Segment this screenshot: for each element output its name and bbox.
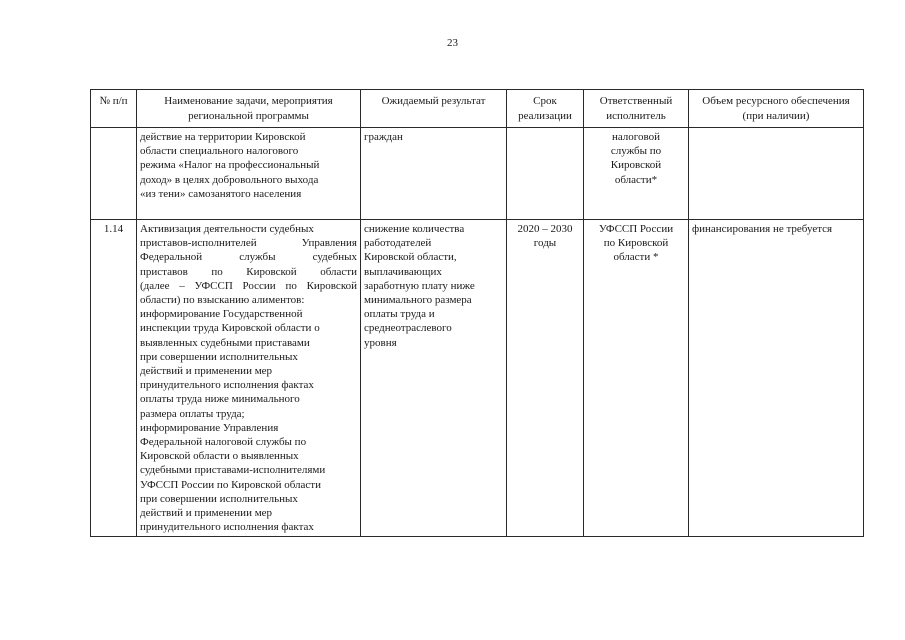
task-line: действие на территории Кировской <box>140 131 306 143</box>
responsible-line: Кировской <box>610 159 662 172</box>
result-line: снижение количества <box>364 223 465 235</box>
result-line: среднеотраслевого <box>364 322 452 335</box>
result-line: уровня <box>364 336 397 349</box>
row-task <box>137 128 361 220</box>
row-term <box>507 220 584 537</box>
row-term <box>507 128 584 220</box>
responsible-line: налоговой <box>611 131 661 143</box>
task-line: Федеральной налоговой службы по <box>140 436 307 449</box>
task-line: при совершении исполнительных <box>140 350 298 363</box>
task-line: при совершении исполнительных <box>140 492 298 505</box>
result-line: минимального размера <box>364 294 472 307</box>
task-line: судебными приставами-исполнителями <box>140 464 326 477</box>
result-line: выплачивающих <box>364 265 442 278</box>
header-result: Ожидаемый результат <box>361 90 507 128</box>
result-line: оплаты труда и <box>364 308 435 321</box>
program-table <box>90 89 864 537</box>
result-line: заработную плату ниже <box>364 279 475 292</box>
table-header-row <box>91 90 864 128</box>
task-line: инспекции труда Кировской области о <box>140 322 320 335</box>
header-term: Срок реализации <box>507 90 584 128</box>
task-line: приставов по Кировской области <box>140 265 357 278</box>
header-task: Наименование задачи, мероприятия региональной программы <box>137 90 361 128</box>
row-resources: финансирования не требуется <box>689 220 864 537</box>
result-line: граждан <box>364 131 403 143</box>
responsible-line: области* <box>614 173 658 186</box>
result-line: работодателей <box>364 237 432 250</box>
task-line: (далее – УФССП России по Кировской <box>140 279 357 292</box>
responsible-line: службы по <box>610 145 662 158</box>
task-line: УФССП России по Кировской области <box>140 478 322 491</box>
row-result <box>361 128 507 220</box>
task-line: Кировской области о выявленных <box>140 450 299 463</box>
table-row <box>91 128 864 220</box>
task-line: оплаты труда ниже минимального <box>140 393 300 406</box>
row-resources <box>689 128 864 220</box>
row-num: 1.14 <box>91 220 137 537</box>
task-line: доход» в целях добровольного выхода <box>140 173 319 186</box>
task-line: Активизация деятельности судебных <box>140 223 314 235</box>
row-result <box>361 220 507 537</box>
row-task <box>137 220 361 537</box>
task-line: Федеральной службы судебных <box>140 251 357 264</box>
table-row <box>91 220 864 537</box>
row-responsible <box>584 220 689 537</box>
task-line: области) по взысканию алиментов: <box>140 294 305 307</box>
task-line: размера оплаты труда; <box>140 407 245 420</box>
page-number: 23 <box>447 37 458 49</box>
header-responsible: Ответственный исполнитель <box>584 90 689 128</box>
term-line: годы <box>533 237 557 250</box>
responsible-line: по Кировской <box>603 237 669 250</box>
task-line: информирование Государственной <box>140 308 303 321</box>
task-line: области специального налогового <box>140 145 299 158</box>
row-num <box>91 128 137 220</box>
task-line: принудительного исполнения фактах <box>140 521 314 534</box>
task-line: приставов-исполнителей Управления <box>140 237 357 250</box>
task-line: режима «Налог на профессиональный <box>140 159 320 172</box>
task-line: действий и применении мер <box>140 365 273 378</box>
header-num: № п/п <box>91 90 137 128</box>
task-line: действий и применении мер <box>140 507 273 520</box>
responsible-line: области * <box>613 251 659 264</box>
responsible-line: УФССП России <box>598 223 674 235</box>
row-responsible <box>584 128 689 220</box>
term-line: 2020 – 2030 <box>517 223 573 235</box>
task-line: информирование Управления <box>140 421 279 434</box>
header-resources: Объем ресурсного обеспечения (при наличии) <box>689 90 864 128</box>
task-line: принудительного исполнения фактах <box>140 379 314 392</box>
task-line: выявленных судебными приставами <box>140 336 310 349</box>
result-line: Кировской области, <box>364 251 457 264</box>
task-line: «из тени» самозанятого населения <box>140 187 302 200</box>
